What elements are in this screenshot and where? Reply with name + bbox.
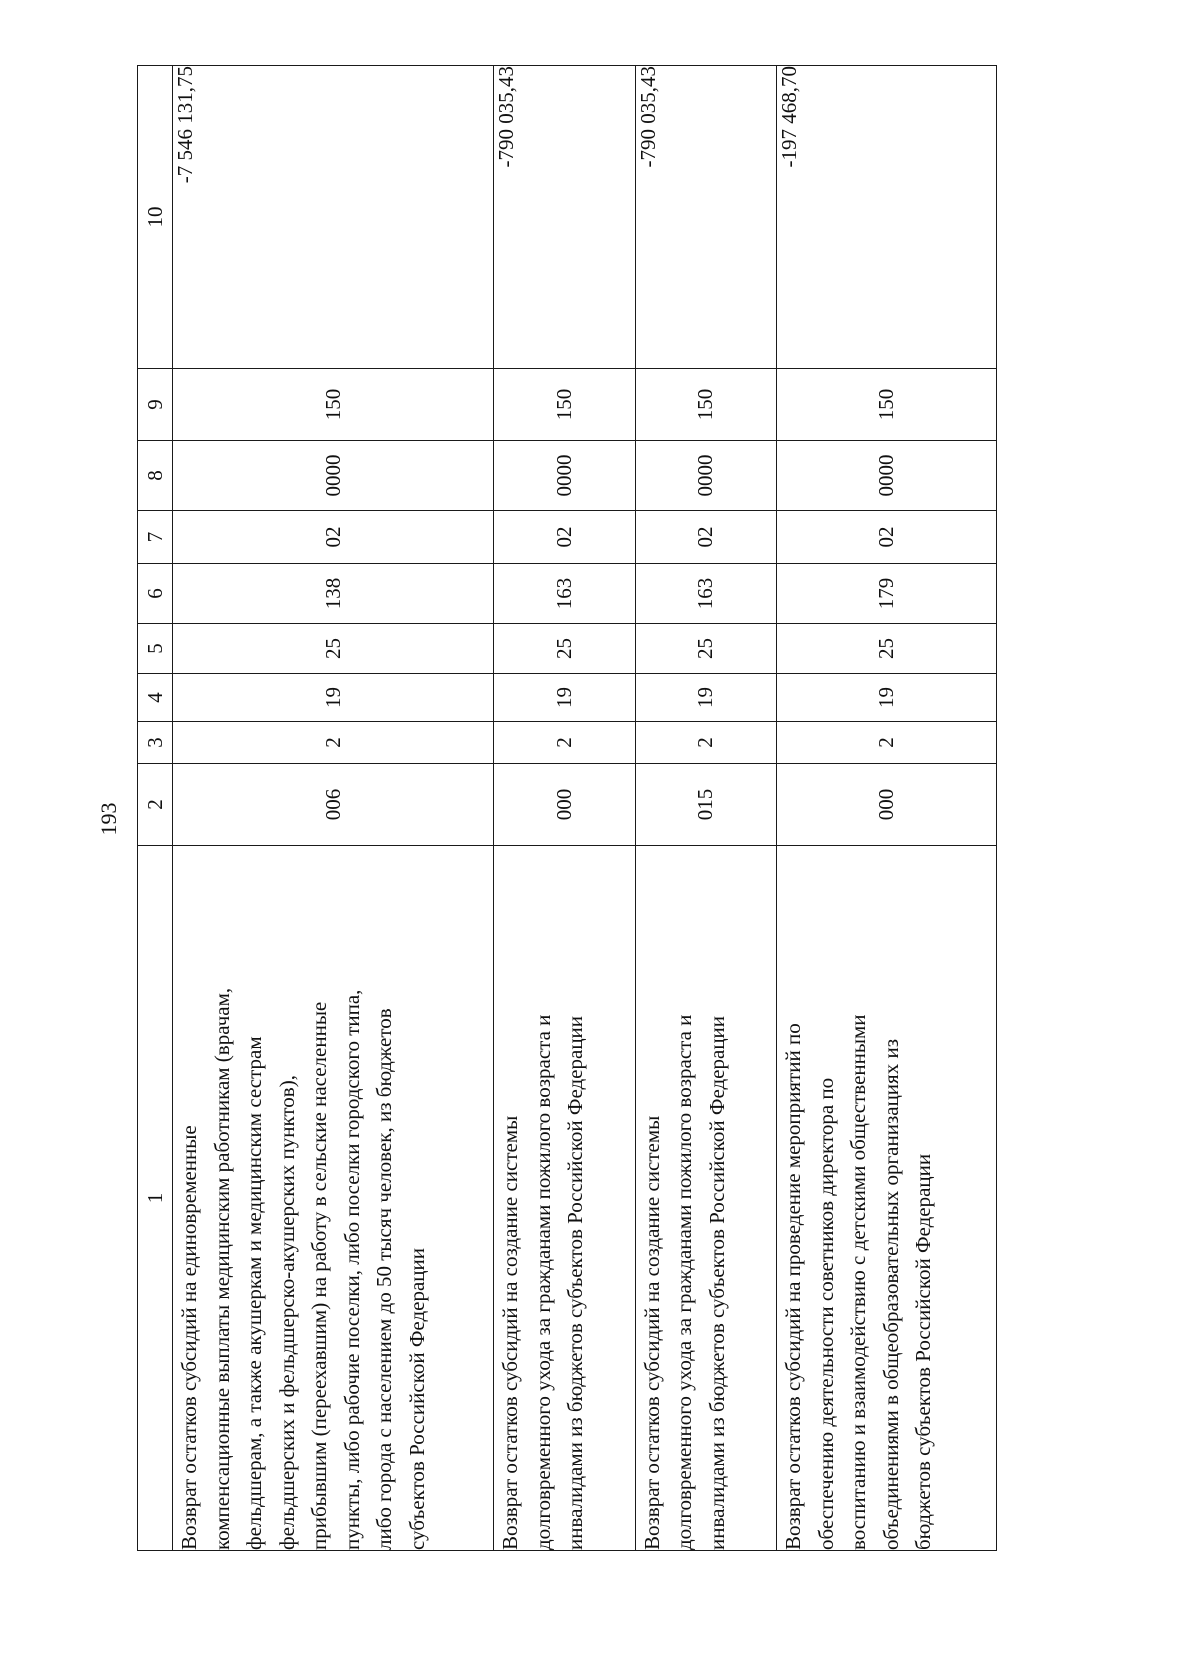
- row-description: [173, 846, 494, 1551]
- description-line: объединениями в общеобразовательных организациях из: [878, 1039, 903, 1550]
- cell-subarticle-code: 179: [777, 564, 997, 624]
- table-row: [635, 66, 776, 1551]
- description-line: прибывшим (переехавшим) на работу в сельские населенные: [307, 1001, 331, 1550]
- header-cell-5: 5: [138, 624, 173, 674]
- cell-subarticle-code: 138: [173, 564, 494, 624]
- description-line: Возврат остатков субсидий на создание системы: [639, 1115, 664, 1550]
- cell-subgroup-code: 19: [494, 674, 635, 722]
- cell-article-code: 25: [494, 624, 635, 674]
- description-line: инвалидами из бюджетов субъектов Российской Федерации: [704, 1015, 729, 1550]
- description-line: фельдшерам, а также акушеркам и медицинским сестрам: [242, 1036, 266, 1550]
- table-row: [494, 66, 635, 1551]
- header-cell-6: 6: [138, 564, 173, 624]
- cell-article-code: 25: [173, 624, 494, 674]
- table-row: [173, 66, 494, 1551]
- description-line: Возврат остатков субсидий на проведение мероприятий по: [781, 1023, 806, 1550]
- cell-element-code: 02: [635, 511, 776, 564]
- cell-classification-code: 150: [494, 369, 635, 441]
- cell-admin-code: 015: [635, 764, 776, 846]
- header-cell-9: 9: [138, 369, 173, 441]
- page-number: 193: [96, 802, 121, 836]
- cell-admin-code: 000: [777, 764, 997, 846]
- description-line: долговременного ухода за гражданами пожилого возраста и: [672, 1014, 697, 1550]
- cell-program-code: 0000: [635, 441, 776, 511]
- cell-article-code: 25: [777, 624, 997, 674]
- description-line: компенсационные выплаты медицинским работникам (врачам,: [209, 987, 234, 1550]
- cell-program-code: 0000: [173, 441, 494, 511]
- cell-amount: -790 035,43: [494, 66, 635, 369]
- header-cell-8: 8: [138, 441, 173, 511]
- description-line: либо города с населением до 50 тысяч человек, из бюджетов: [372, 1008, 396, 1550]
- header-cell-4: 4: [138, 674, 173, 722]
- cell-element-code: 02: [494, 511, 635, 564]
- cell-element-code: 02: [173, 511, 494, 564]
- cell-subgroup-code: 19: [173, 674, 494, 722]
- cell-group-code: 2: [494, 722, 635, 764]
- cell-admin-code: 006: [173, 764, 494, 846]
- cell-subarticle-code: 163: [635, 564, 776, 624]
- table-row: [777, 66, 997, 1551]
- cell-element-code: 02: [777, 511, 997, 564]
- cell-group-code: 2: [777, 722, 997, 764]
- budget-table: [137, 65, 997, 1551]
- row-description: [494, 846, 635, 1551]
- cell-subgroup-code: 19: [635, 674, 776, 722]
- header-row: [138, 66, 173, 1551]
- description-line: пункты, либо рабочие поселки, либо поселки городского типа,: [339, 989, 364, 1550]
- description-line: долговременного ухода за гражданами пожилого возраста и: [530, 1014, 555, 1550]
- budget-table-rotated: [137, 66, 997, 1551]
- header-cell-2: 2: [138, 764, 173, 846]
- description-line: Возврат остатков субсидий на единовременные: [177, 1125, 201, 1550]
- row-description: [777, 846, 997, 1551]
- cell-admin-code: 000: [494, 764, 635, 846]
- header-cell-10: 10: [138, 66, 173, 369]
- cell-subgroup-code: 19: [777, 674, 997, 722]
- cell-amount: -197 468,70: [777, 66, 997, 369]
- cell-classification-code: 150: [173, 369, 494, 441]
- cell-group-code: 2: [173, 722, 494, 764]
- header-cell-7: 7: [138, 511, 173, 564]
- header-cell-1: 1: [138, 846, 173, 1551]
- cell-program-code: 0000: [494, 441, 635, 511]
- description-line: фельдшерских и фельдшерско-акушерских пунктов),: [274, 1075, 299, 1550]
- description-line: бюджетов субъектов Российской Федерации: [911, 1153, 936, 1550]
- cell-classification-code: 150: [635, 369, 776, 441]
- cell-group-code: 2: [635, 722, 776, 764]
- budget-table-container: [137, 66, 997, 1551]
- description-line: инвалидами из бюджетов субъектов Российской Федерации: [563, 1015, 588, 1550]
- cell-classification-code: 150: [777, 369, 997, 441]
- cell-subarticle-code: 163: [494, 564, 635, 624]
- description-line: Возврат остатков субсидий на создание системы: [498, 1115, 523, 1550]
- description-line: субъектов Российской Федерации: [404, 1247, 429, 1550]
- cell-program-code: 0000: [777, 441, 997, 511]
- row-description: [635, 846, 776, 1551]
- description-line: воспитанию и взаимодействию с детскими общественными: [846, 1014, 871, 1550]
- description-line: обеспечению деятельности советников директора по: [813, 1077, 838, 1550]
- cell-article-code: 25: [635, 624, 776, 674]
- header-cell-3: 3: [138, 722, 173, 764]
- cell-amount: -7 546 131,75: [173, 66, 494, 369]
- cell-amount: -790 035,43: [635, 66, 776, 369]
